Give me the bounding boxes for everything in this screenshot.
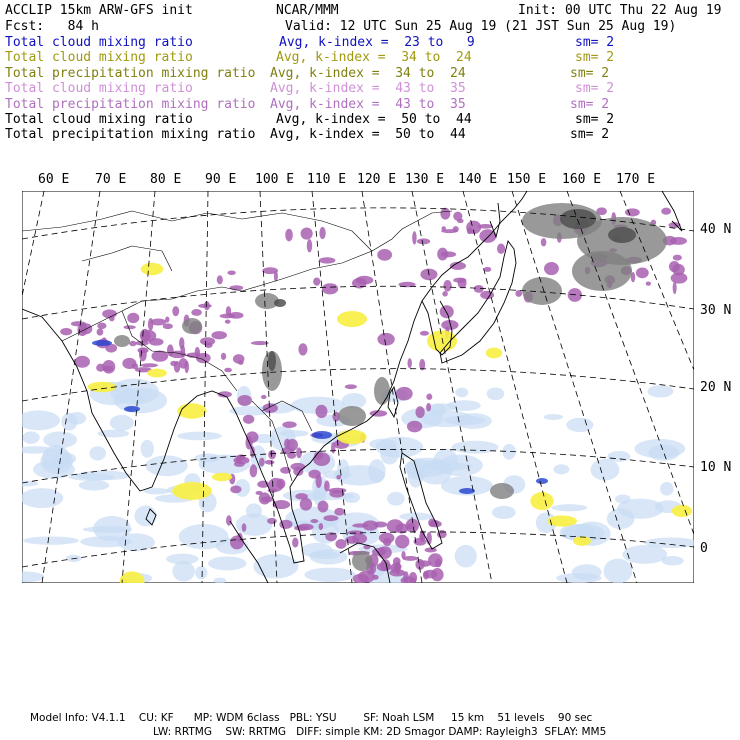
cloud-blob [282, 421, 296, 428]
cloud-blob [141, 440, 154, 458]
cloud-blob [172, 306, 179, 316]
cloud-blob [407, 421, 422, 433]
cloud-blob [544, 262, 559, 275]
cloud-blob [622, 545, 667, 564]
cloud-blob [515, 290, 522, 297]
lat-label: 30 N [700, 303, 732, 318]
cloud-blob [338, 406, 366, 426]
valid-time: Valid: 12 UTC Sun 25 Aug 19 (21 JST Sun 25 Aug 19) [285, 19, 677, 34]
cloud-blob [625, 208, 640, 216]
cloud-blob [451, 441, 498, 454]
cloud-blob [435, 559, 442, 568]
cloud-blob [426, 532, 432, 545]
cloud-blob [60, 328, 72, 335]
lat-label: 0 [700, 541, 708, 556]
cloud-blob [415, 406, 424, 418]
cloud-blob [313, 277, 320, 285]
cloud-blob [114, 335, 130, 347]
cloud-blob [75, 356, 90, 368]
cloud-blob [292, 537, 298, 547]
cloud-blob [374, 377, 390, 405]
cloud-blob [237, 395, 252, 406]
field-smoothing: sm= 2 [570, 96, 610, 112]
lon-label: 120 E [357, 172, 397, 187]
cloud-blob [134, 506, 156, 527]
cloud-blob [522, 277, 562, 305]
field-smoothing: sm= 2 [575, 112, 615, 127]
cloud-blob [408, 358, 412, 368]
cloud-blob [553, 464, 569, 474]
cloud-blob [590, 459, 619, 481]
cloud-blob [22, 488, 63, 508]
cloud-blob [268, 351, 276, 371]
cloud-blob [352, 523, 368, 527]
cloud-blob [296, 447, 302, 458]
model-info-line1: Model Info: V4.1.1 CU: KF MP: WDM 6class PBL: YSU SF: Noah LSM 15 km 51 levels 90 sec [30, 712, 593, 724]
cloud-blob [307, 239, 312, 252]
cloud-blob [636, 267, 649, 278]
cloud-blob [319, 523, 324, 530]
cloud-blob [331, 442, 335, 453]
cloud-blob [43, 431, 77, 448]
cloud-blob [372, 575, 378, 580]
cloud-blob [474, 285, 484, 293]
lon-label: 150 E [507, 172, 547, 187]
cloud-blob [290, 463, 305, 470]
cloud-blob [426, 403, 431, 412]
cloud-blob [276, 479, 285, 489]
model-info-line2: LW: RRTMG SW: RRTMG DIFF: simple KM: 2D Smagor DAMP: Rayleigh3 SFLAY: MM5 [153, 726, 607, 738]
cloud-blob [294, 525, 309, 530]
field-name: Total precipitation mixing ratio [5, 96, 256, 112]
cloud-blob [337, 311, 367, 327]
cloud-blob [661, 208, 671, 215]
cloud-blob [261, 395, 266, 399]
cloud-blob [103, 366, 113, 372]
cloud-blob [129, 341, 136, 346]
cloud-blob [172, 482, 212, 500]
lon-label: 130 E [405, 172, 445, 187]
cloud-blob [211, 331, 227, 339]
cloud-blob [379, 533, 395, 544]
cloud-blob [492, 506, 516, 519]
field-k-index: Avg, k-index = 34 to 24 [276, 50, 472, 66]
cloud-blob [634, 439, 685, 458]
field-name: Total precipitation mixing ratio [5, 127, 256, 143]
cloud-blob [396, 387, 413, 401]
cloud-blob [217, 275, 223, 284]
cloud-blob [89, 446, 105, 460]
lon-label: 80 E [150, 172, 182, 187]
cloud-blob [530, 492, 553, 510]
cloud-blob [285, 229, 293, 242]
cloud-blob [646, 281, 651, 285]
cloud-blob [191, 309, 202, 316]
cloud-blob [110, 415, 134, 431]
cloud-blob [305, 568, 356, 582]
cloud-blob [212, 473, 232, 481]
cloud-blob [177, 403, 206, 418]
field-name: Total precipitation mixing ratio [5, 65, 256, 81]
field-k-index: Avg, k-index = 34 to 24 [270, 65, 466, 81]
forecast-hour: Fcst: 84 h [5, 19, 99, 34]
cloud-blob [236, 514, 273, 536]
cloud-blob [140, 329, 151, 342]
cloud-blob [336, 475, 341, 480]
cloud-blob [246, 431, 258, 443]
cloud-blob [137, 347, 148, 353]
cloud-blob [315, 405, 327, 418]
lon-label: 60 E [38, 172, 70, 187]
cloud-blob [380, 559, 390, 571]
cloud-blob [238, 360, 243, 365]
cloud-blob [372, 548, 386, 556]
cloud-blob [647, 385, 673, 397]
cloud-blob [673, 282, 677, 294]
cloud-blob [497, 243, 505, 253]
cloud-blob [221, 353, 226, 360]
cloud-blob [490, 483, 514, 499]
cloud-blob [453, 212, 462, 221]
cloud-blob [412, 231, 416, 244]
cloud-blob [443, 280, 451, 292]
cloud-blob [356, 276, 374, 285]
cloud-blob [274, 299, 286, 307]
cloud-blob [373, 522, 387, 528]
cloud-blob [262, 267, 278, 274]
cloud-blob [79, 480, 109, 490]
cloud-blob [267, 518, 277, 524]
cloud-blob [478, 224, 493, 229]
cloud-blob [324, 480, 330, 491]
cloud-blob [551, 504, 587, 511]
lat-label: 40 N [700, 222, 732, 237]
cloud-blob [319, 257, 336, 263]
cloud-blob [303, 492, 355, 500]
cloud-blob [334, 508, 345, 516]
field-smoothing: sm= 2 [575, 50, 615, 66]
cloud-blob [387, 492, 404, 506]
cloud-blob [61, 413, 77, 431]
cloud-blob [427, 330, 457, 351]
cloud-blob [92, 340, 112, 346]
cloud-blob [230, 536, 244, 550]
cloud-blob [263, 403, 278, 413]
cloud-blob [251, 341, 269, 345]
field-k-index: Avg, k-index = 43 to 35 [270, 81, 466, 97]
cloud-blob [308, 470, 320, 479]
cloud-blob [261, 496, 273, 502]
field-smoothing: sm= 2 [575, 35, 615, 50]
cloud-blob [423, 462, 472, 470]
cloud-blob [608, 227, 636, 243]
cloud-blob [310, 519, 318, 523]
cloud-blob [442, 291, 448, 297]
init-time: Init: 00 UTC Thu 22 Aug 19 [518, 3, 722, 18]
cloud-blob [177, 432, 222, 441]
institution: NCAR/MMM [276, 3, 339, 18]
cloud-blob [227, 270, 235, 275]
cloud-blob [441, 229, 458, 233]
cloud-blob [230, 486, 241, 494]
lon-label: 170 E [616, 172, 656, 187]
cloud-blob [389, 569, 405, 576]
field-name: Total cloud mixing ratio [5, 50, 193, 66]
cloud-blob [174, 361, 181, 373]
cloud-blob [487, 388, 505, 401]
cloud-blob [22, 431, 39, 444]
cloud-blob [425, 548, 437, 553]
cloud-blob [544, 414, 563, 420]
cloud-blob [318, 501, 329, 513]
field-k-index: Avg, k-index = 50 to 44 [270, 127, 466, 143]
cloud-blob [287, 439, 298, 451]
cloud-blob [566, 418, 593, 432]
cloud-blob [352, 551, 372, 571]
cloud-blob [453, 278, 466, 283]
cloud-blob [148, 318, 153, 331]
cloud-blob [204, 301, 210, 310]
cloud-blob [144, 488, 170, 494]
cloud-blob [268, 450, 276, 459]
cloud-blob [185, 361, 189, 373]
cloud-blob [420, 331, 429, 336]
cloud-blob [124, 406, 140, 412]
cloud-blob [607, 508, 635, 529]
cloud-blob [573, 536, 591, 546]
cloud-blob [673, 255, 682, 261]
cloud-blob [312, 431, 332, 439]
cloud-blob [426, 393, 432, 399]
cloud-blob [403, 556, 419, 561]
lon-label: 70 E [95, 172, 127, 187]
cloud-blob [280, 467, 291, 474]
cloud-blob [572, 564, 602, 580]
cloud-blob [200, 337, 215, 345]
lon-label: 110 E [307, 172, 347, 187]
cloud-blob [671, 273, 688, 284]
cloud-blob [163, 323, 173, 329]
field-k-index: Avg, k-index = 23 to 9 [279, 35, 475, 50]
cloud-blob [560, 209, 596, 229]
cloud-blob [484, 267, 492, 272]
cloud-blob [172, 561, 195, 581]
cloud-blob [421, 411, 473, 428]
cloud-blob [145, 455, 187, 476]
cloud-blob [375, 437, 423, 458]
field-k-index: Avg, k-index = 50 to 44 [276, 112, 472, 127]
cloud-blob [352, 534, 367, 544]
forecast-map [22, 191, 694, 583]
cloud-blob [322, 283, 338, 294]
cloud-blob [417, 238, 430, 244]
cloud-blob [395, 535, 409, 549]
cloud-blob [300, 498, 312, 511]
cloud-blob [250, 464, 258, 477]
cloud-blob [124, 325, 136, 329]
cloud-blob [243, 415, 254, 424]
cloud-blob [298, 343, 307, 355]
field-smoothing: sm= 2 [575, 81, 615, 97]
cloud-blob [670, 237, 687, 245]
cloud-blob [97, 322, 106, 329]
cloud-blob [141, 263, 164, 275]
cloud-blob [441, 251, 456, 257]
cloud-blob [377, 249, 392, 261]
cloud-blob [165, 316, 169, 322]
cloud-blob [225, 320, 231, 324]
cloud-blob [440, 208, 450, 220]
cloud-blob [301, 227, 313, 239]
cloud-blob [604, 559, 633, 583]
model-title: ACCLIP 15km ARW-GFS init [5, 3, 193, 18]
lon-label: 140 E [458, 172, 498, 187]
cloud-blob [536, 478, 548, 484]
field-name: Total cloud mixing ratio [5, 112, 193, 127]
cloud-blob [195, 566, 207, 579]
field-name: Total cloud mixing ratio [5, 81, 193, 97]
field-smoothing: sm= 2 [570, 65, 610, 81]
lon-label: 160 E [562, 172, 602, 187]
cloud-blob [118, 533, 155, 551]
cloud-blob [127, 313, 139, 323]
cloud-blob [182, 318, 202, 334]
cloud-blob [418, 560, 431, 566]
cloud-blob [208, 557, 246, 571]
field-name: Total cloud mixing ratio [5, 35, 193, 50]
cloud-blob [224, 368, 232, 373]
cloud-blob [335, 539, 346, 549]
lat-label: 10 N [700, 460, 732, 475]
cloud-blob [337, 430, 366, 444]
cloud-blob [242, 523, 247, 532]
cloud-blob [377, 333, 394, 346]
cloud-blob [440, 305, 454, 318]
cloud-blob [228, 312, 243, 319]
cloud-blob [226, 515, 232, 525]
cloud-blob [309, 551, 340, 559]
lat-label: 20 N [700, 380, 732, 395]
field-smoothing: sm= 2 [570, 127, 610, 143]
field-k-index: Avg, k-index = 43 to 35 [270, 96, 466, 112]
cloud-blob [141, 363, 159, 367]
cloud-blob [423, 571, 429, 580]
cloud-blob [323, 515, 338, 521]
lon-label: 90 E [205, 172, 237, 187]
cloud-blob [467, 227, 473, 234]
cloud-blob [259, 458, 265, 467]
cloud-blob [97, 328, 104, 335]
cloud-blob [672, 505, 692, 517]
cloud-blob [662, 556, 684, 566]
cloud-blob [265, 460, 275, 465]
cloud-blob [455, 545, 477, 568]
cloud-blob [541, 238, 547, 246]
cloud-blob [250, 446, 255, 458]
cloud-blob [345, 384, 357, 389]
cloud-blob [23, 536, 79, 544]
cloud-blob [431, 568, 444, 581]
cloud-blob [319, 227, 325, 239]
cloud-blob [147, 369, 167, 378]
cloud-blob [486, 348, 503, 359]
cloud-blob [455, 388, 468, 398]
cloud-blob [660, 482, 674, 496]
cloud-blob [233, 456, 249, 464]
cloud-blob [313, 452, 330, 466]
lon-label: 100 E [255, 172, 295, 187]
cloud-blob [255, 491, 262, 495]
